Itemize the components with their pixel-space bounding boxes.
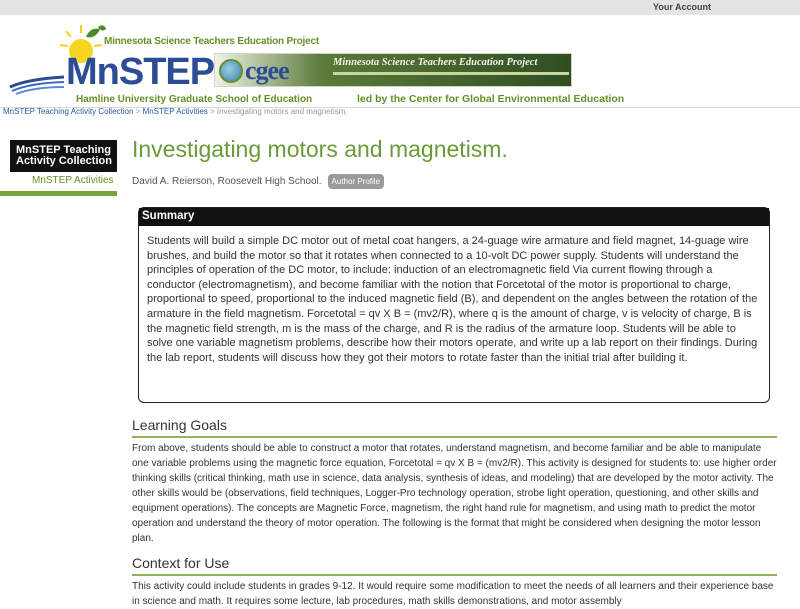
breadcrumb-collection-link[interactable]: MnSTEP Teaching Activity Collection	[3, 107, 134, 116]
breadcrumb-activities-link[interactable]: MnSTEP Activities	[142, 107, 208, 116]
mnstep-school: Hamline University Graduate School of Education	[76, 94, 313, 105]
breadcrumb-current: Investigating motors and magnetism.	[216, 107, 348, 116]
your-account-link[interactable]: Your Account	[653, 2, 711, 12]
globe-icon	[219, 59, 243, 83]
summary-body: Students will build a simple DC motor out of metal coat hangers, a 24-guage wire armature and field magnet, 14-guage wire brushes, and build the motor so that it rotates when connected to a 10-volt DC power supply. Students will understand the principles of operation of the DC motor, to include: induction of an electromagnetic field Via current flowing through a conductor (electromagnetism), and become familiar with the notion that Forcetotal of the motor is proportional to charge, proportional to speed, proportional to the induced magnetic field (B), and dependent on the angles between the rotation of the armature in the field magnetism. Forcetotal = qv X B = (mv2/R), where q is the amount of charge, v is velocity of charge, B is the magnetic field strength, m is the mass of the charge, and R is the radius of the armature loop. Students will be able to solve one variable magnetism problems, describe how their motors operate, and write up a lab report on their findings. During the lab report, students will discuss how they got their motors to rotate faster than the initial trial after building it.	[147, 235, 758, 364]
site-header	[0, 15, 800, 107]
learning-goals-body: From above, students should be able to construct a motor that rotates, understand magnetism, and become familiar and be able to manipulate one variable problems using the magnetic force equation, Forcetotal = qv X B = (mv2/R). This activity is designed for students to: use higher order thinking skills (critical thinking, math use in science, data analysis, synthesis of ideas, and modeling) that are developed by the motor activity. The other skills would be (observations, field techniques, Logger-Pro technology operation, strobe light operation, questioning, and other skills and equipment operations). The concepts are Magnetic Force, magnetism, the right hand rule for magnetism, and using math to predict the motor operation and understand the theory of motor operation. The following is the format that might be considered when designing the motor lesson plan.	[132, 443, 777, 544]
sidebar-activities-label: MnSTEP Activities	[32, 175, 114, 186]
main-content	[132, 133, 777, 189]
breadcrumb-separator: >	[133, 107, 143, 116]
sidebar-nav	[0, 140, 117, 196]
page-title: Investigating motors and magnetism.	[132, 136, 508, 162]
context-body: This activity could include students in grades 9-12. It would require some modification to meet the needs of all learners and their experience base in science and math. It requires some lecture, lab procedures, math skills demonstrations, and motor assembly	[132, 581, 774, 607]
author-profile-button[interactable]: Author Profile	[328, 174, 384, 189]
context-section	[132, 554, 777, 609]
context-heading: Context for Use	[132, 554, 777, 576]
top-bar	[0, 0, 800, 15]
author-name: David A. Reierson, Roosevelt High School.	[132, 176, 322, 187]
breadcrumb	[0, 107, 800, 117]
author-line	[132, 174, 777, 189]
cgee-byline: led by the Center for Global Environmental Education	[357, 93, 625, 105]
sidebar-item-activities[interactable]	[0, 172, 117, 196]
water-icon	[8, 65, 66, 95]
cgee-project-name: Minnesota Science Teachers Education Project	[333, 57, 538, 68]
breadcrumb-separator: >	[207, 107, 217, 116]
learning-goals-heading: Learning Goals	[132, 416, 777, 438]
mnstep-tagline: Minnesota Science Teachers Education Project	[104, 36, 319, 47]
summary-heading: Summary	[139, 208, 769, 226]
mnstep-wordmark: MnSTEP	[66, 51, 215, 93]
sidebar-collection-title[interactable]: MnSTEP Teaching Activity Collection	[10, 140, 117, 172]
cgee-logo[interactable]	[214, 53, 572, 87]
summary-box	[138, 207, 770, 403]
cgee-divider	[333, 72, 569, 75]
cgee-wordmark: cgee	[245, 56, 289, 85]
learning-goals-section	[132, 416, 777, 546]
